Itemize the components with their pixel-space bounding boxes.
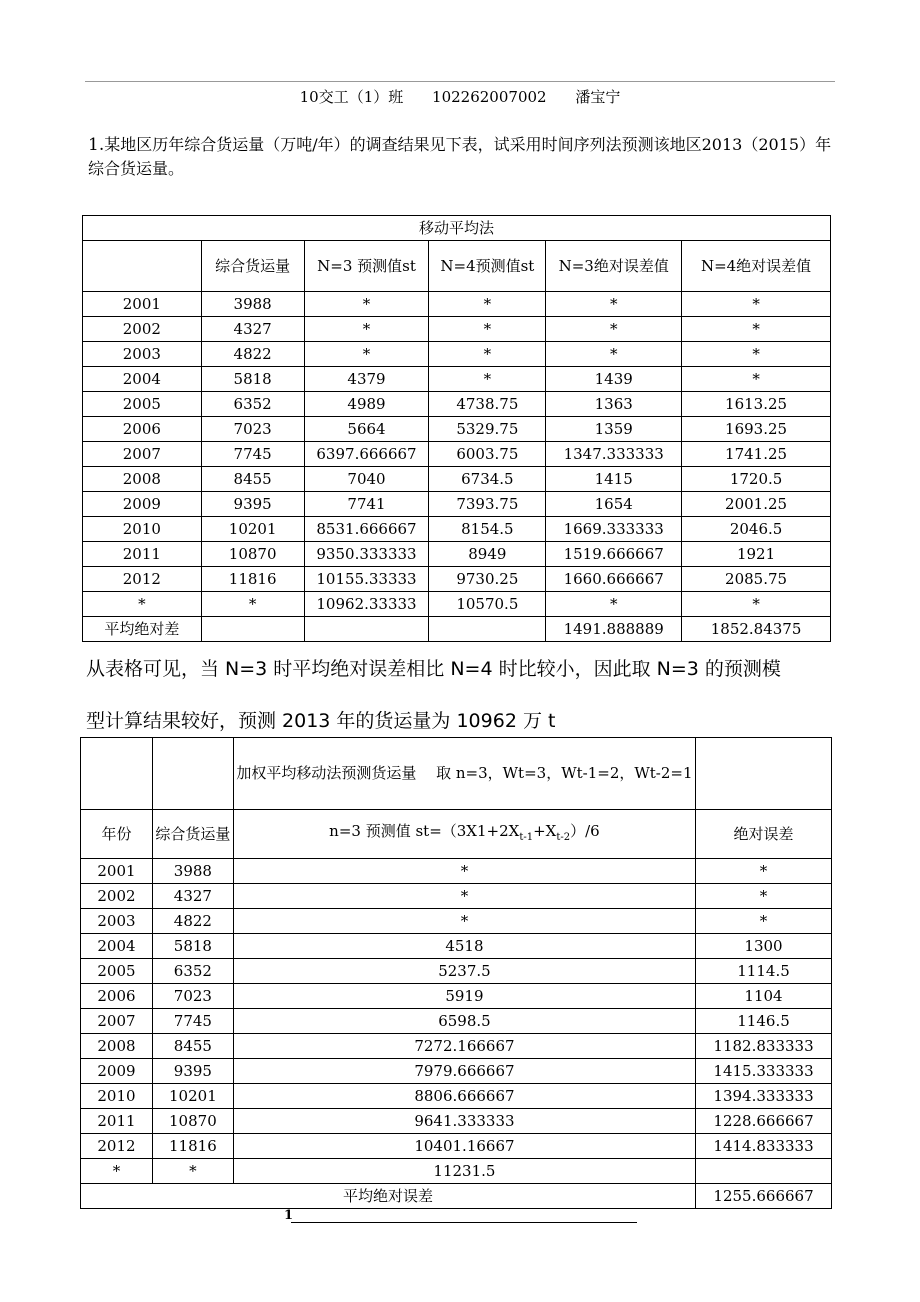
- table-cell: 5237.5: [233, 959, 695, 984]
- table-cell: 2085.75: [682, 567, 831, 592]
- table-cell: 9350.333333: [304, 542, 429, 567]
- table-row: [81, 1059, 832, 1084]
- table-cell: 2003: [83, 342, 202, 367]
- table-cell: 1921: [682, 542, 831, 567]
- table1-header-cell: N=3绝对误差值: [546, 241, 682, 292]
- table-cell: 9641.333333: [233, 1109, 695, 1134]
- table-cell: *: [429, 317, 546, 342]
- table-cell: 2010: [83, 517, 202, 542]
- footer-rule: [291, 1222, 637, 1223]
- average-value: 1255.666667: [696, 1184, 832, 1209]
- table-cell: 1613.25: [682, 392, 831, 417]
- table-cell: 2046.5: [682, 517, 831, 542]
- table-row: [81, 1159, 832, 1184]
- table-row: [83, 392, 831, 417]
- student-id: 102262007002: [432, 88, 547, 106]
- table-cell: 2006: [83, 417, 202, 442]
- average-cell: [429, 617, 546, 642]
- table-row: [83, 592, 831, 617]
- average-cell: [304, 617, 429, 642]
- table-cell: *: [304, 317, 429, 342]
- table-cell: 6352: [152, 959, 233, 984]
- table-cell: 2006: [81, 984, 153, 1009]
- table-cell: *: [546, 592, 682, 617]
- table-cell: 10201: [201, 517, 304, 542]
- table-cell: 5664: [304, 417, 429, 442]
- table-cell: 5818: [152, 934, 233, 959]
- table-row: [81, 984, 832, 1009]
- header-rule: [85, 81, 835, 82]
- table-cell: 4379: [304, 367, 429, 392]
- table-cell: *: [429, 342, 546, 367]
- table-cell: 6003.75: [429, 442, 546, 467]
- table-row: [83, 342, 831, 367]
- table-cell: 7023: [152, 984, 233, 1009]
- formula-suffix: ）/6: [570, 821, 600, 840]
- table-cell: 8531.666667: [304, 517, 429, 542]
- table-cell: 2009: [81, 1059, 153, 1084]
- table-cell: *: [233, 859, 695, 884]
- table-cell: 1439: [546, 367, 682, 392]
- table1-header-cell: [83, 241, 202, 292]
- table-cell: 2004: [81, 934, 153, 959]
- table-cell: 7741: [304, 492, 429, 517]
- table-row: [81, 909, 832, 934]
- table-cell: 1669.333333: [546, 517, 682, 542]
- table-cell: *: [546, 342, 682, 367]
- table-cell: 1347.333333: [546, 442, 682, 467]
- table-cell: 4327: [152, 884, 233, 909]
- table-cell: 1693.25: [682, 417, 831, 442]
- table-cell: *: [696, 884, 832, 909]
- table-cell: 1654: [546, 492, 682, 517]
- table-cell: 1394.333333: [696, 1084, 832, 1109]
- table-cell: 4989: [304, 392, 429, 417]
- question-number: 1.: [88, 135, 105, 155]
- table-cell: 5919: [233, 984, 695, 1009]
- table-cell: 3988: [152, 859, 233, 884]
- table-row: [83, 292, 831, 317]
- table-row: [83, 417, 831, 442]
- table-cell: *: [682, 367, 831, 392]
- table-cell: *: [233, 909, 695, 934]
- table-cell: 10962.33333: [304, 592, 429, 617]
- formula-sub-t2: t-2: [556, 831, 571, 843]
- formula-mid: +X: [533, 821, 557, 840]
- table-cell: 1519.666667: [546, 542, 682, 567]
- table-cell: 7745: [201, 442, 304, 467]
- table-row: [81, 1034, 832, 1059]
- table-cell: *: [682, 317, 831, 342]
- table-row: [83, 317, 831, 342]
- table-cell: 1146.5: [696, 1009, 832, 1034]
- table-cell: 2008: [83, 467, 202, 492]
- header-forecast-formula: [233, 810, 695, 859]
- table-cell: 2010: [81, 1084, 153, 1109]
- table-cell: 10401.16667: [233, 1134, 695, 1159]
- table-cell: *: [201, 592, 304, 617]
- table-cell: 4822: [152, 909, 233, 934]
- table-cell: *: [682, 292, 831, 317]
- table-cell: *: [233, 884, 695, 909]
- table-cell: 1415.333333: [696, 1059, 832, 1084]
- table-cell: 2001: [81, 859, 153, 884]
- table2-average-row: [81, 1184, 832, 1209]
- table-cell: 8455: [152, 1034, 233, 1059]
- table-cell: *: [696, 859, 832, 884]
- table-cell: 2011: [81, 1109, 153, 1134]
- table-cell: 6397.666667: [304, 442, 429, 467]
- table-row: [83, 517, 831, 542]
- table-cell: 10201: [152, 1084, 233, 1109]
- table-row: [83, 542, 831, 567]
- table-cell: 1182.833333: [696, 1034, 832, 1059]
- conclusion-line-2: 型计算结果较好，预测 2013 年的货运量为 10962 万 t: [86, 710, 556, 732]
- table-cell: 2002: [81, 884, 153, 909]
- table-cell: 7023: [201, 417, 304, 442]
- table-cell: *: [546, 292, 682, 317]
- question-text: 某地区历年综合货运量（万吨/年）的调查结果见下表，试采用时间序列法预测该地区2013（2015）年综合货运量。: [88, 135, 832, 178]
- table-cell: 10870: [201, 542, 304, 567]
- table-cell: *: [83, 592, 202, 617]
- student-name: 潘宝宁: [575, 88, 621, 106]
- table2-caption: 加权平均移动法预测货运量 取 n=3，Wt=3，Wt-1=2，Wt-2=1: [233, 738, 695, 810]
- table-cell: 8455: [201, 467, 304, 492]
- table-cell: *: [429, 367, 546, 392]
- table-cell: 5818: [201, 367, 304, 392]
- table-cell: 1363: [546, 392, 682, 417]
- table-cell: 8154.5: [429, 517, 546, 542]
- table-row: [83, 567, 831, 592]
- table-cell: 8949: [429, 542, 546, 567]
- average-cell: [201, 617, 304, 642]
- table1-header-cell: N=3 预测值st: [304, 241, 429, 292]
- moving-average-table: [82, 215, 831, 642]
- table-row: [81, 959, 832, 984]
- table-cell: 2005: [83, 392, 202, 417]
- table-row: [81, 1109, 832, 1134]
- conclusion-line-1: 从表格可见，当 N=3 时平均绝对误差相比 N=4 时比较小，因此取 N=3 的预测模: [86, 658, 781, 680]
- table-cell: 7272.166667: [233, 1034, 695, 1059]
- table-cell: 1414.833333: [696, 1134, 832, 1159]
- table-cell: *: [81, 1159, 153, 1184]
- table-cell: 6598.5: [233, 1009, 695, 1034]
- table-cell: *: [696, 909, 832, 934]
- table-cell: 11231.5: [233, 1159, 695, 1184]
- table-cell: 9395: [152, 1059, 233, 1084]
- table-cell: 3988: [201, 292, 304, 317]
- table-row: [83, 442, 831, 467]
- formula-prefix: n=3 预测值 st=（3X1+2X: [329, 821, 520, 840]
- table-cell: 4327: [201, 317, 304, 342]
- class-name: 10交工（1）班: [299, 88, 404, 106]
- table-cell: 2011: [83, 542, 202, 567]
- table-row: [83, 367, 831, 392]
- table1-caption: 移动平均法: [83, 216, 831, 241]
- question: [88, 133, 833, 181]
- table-cell: 9395: [201, 492, 304, 517]
- table-cell: 8806.666667: [233, 1084, 695, 1109]
- table-cell: 1741.25: [682, 442, 831, 467]
- average-cell: 平均绝对差: [83, 617, 202, 642]
- table-cell: 10570.5: [429, 592, 546, 617]
- table2-blank-cell: [152, 738, 233, 810]
- average-cell: 1852.84375: [682, 617, 831, 642]
- table-row: [83, 492, 831, 517]
- table-cell: 1359: [546, 417, 682, 442]
- table-cell: 1104: [696, 984, 832, 1009]
- table-cell: 2008: [81, 1034, 153, 1059]
- page-number: 1: [284, 1208, 294, 1223]
- table2-blank-cell: [696, 738, 832, 810]
- average-label: 平均绝对误差: [81, 1184, 696, 1209]
- table-row: [81, 1084, 832, 1109]
- table-row: [81, 859, 832, 884]
- table-cell: 7979.666667: [233, 1059, 695, 1084]
- average-cell: 1491.888889: [546, 617, 682, 642]
- table-cell: 2003: [81, 909, 153, 934]
- table-cell: 2001: [83, 292, 202, 317]
- header-volume: 综合货运量: [152, 810, 233, 859]
- document-header: [0, 86, 920, 107]
- table-cell: 9730.25: [429, 567, 546, 592]
- table-cell: *: [429, 292, 546, 317]
- table-row: [81, 1134, 832, 1159]
- table-cell: 2001.25: [682, 492, 831, 517]
- table-cell: 2012: [83, 567, 202, 592]
- table-cell: 1720.5: [682, 467, 831, 492]
- table-cell: 7745: [152, 1009, 233, 1034]
- table-cell: 1114.5: [696, 959, 832, 984]
- table-row: [81, 884, 832, 909]
- table-cell: 7393.75: [429, 492, 546, 517]
- table-row: [81, 934, 832, 959]
- table-row: [83, 467, 831, 492]
- table-cell: 2009: [83, 492, 202, 517]
- table-cell: 11816: [201, 567, 304, 592]
- table-cell: 2004: [83, 367, 202, 392]
- table-cell: 7040: [304, 467, 429, 492]
- table-cell: *: [304, 292, 429, 317]
- table-cell: 2012: [81, 1134, 153, 1159]
- table-cell: *: [682, 592, 831, 617]
- formula-sub-t1: t-1: [519, 831, 534, 843]
- table-cell: 2007: [81, 1009, 153, 1034]
- table-cell: 4518: [233, 934, 695, 959]
- header-year: 年份: [81, 810, 153, 859]
- table-cell: 1228.666667: [696, 1109, 832, 1134]
- table-cell: 6352: [201, 392, 304, 417]
- table-cell: 5329.75: [429, 417, 546, 442]
- table2-blank-cell: [81, 738, 153, 810]
- table-cell: 2002: [83, 317, 202, 342]
- weighted-moving-average-table: [80, 737, 832, 1209]
- table-cell: 10155.33333: [304, 567, 429, 592]
- table1-header-cell: 综合货运量: [201, 241, 304, 292]
- table-cell: *: [304, 342, 429, 367]
- table-cell: 6734.5: [429, 467, 546, 492]
- table-cell: 1660.666667: [546, 567, 682, 592]
- table-cell: 1415: [546, 467, 682, 492]
- table-cell: 2005: [81, 959, 153, 984]
- table-cell: *: [152, 1159, 233, 1184]
- header-abs-error: 绝对误差: [696, 810, 832, 859]
- table-cell: [696, 1159, 832, 1184]
- table-cell: 2007: [83, 442, 202, 467]
- table-cell: *: [546, 317, 682, 342]
- table1-header-cell: N=4绝对误差值: [682, 241, 831, 292]
- table-cell: 1300: [696, 934, 832, 959]
- table1-average-row: [83, 617, 831, 642]
- table-cell: *: [682, 342, 831, 367]
- table-cell: 4822: [201, 342, 304, 367]
- table-row: [81, 1009, 832, 1034]
- table-cell: 10870: [152, 1109, 233, 1134]
- table-cell: 11816: [152, 1134, 233, 1159]
- table1-header-cell: N=4预测值st: [429, 241, 546, 292]
- table-cell: 4738.75: [429, 392, 546, 417]
